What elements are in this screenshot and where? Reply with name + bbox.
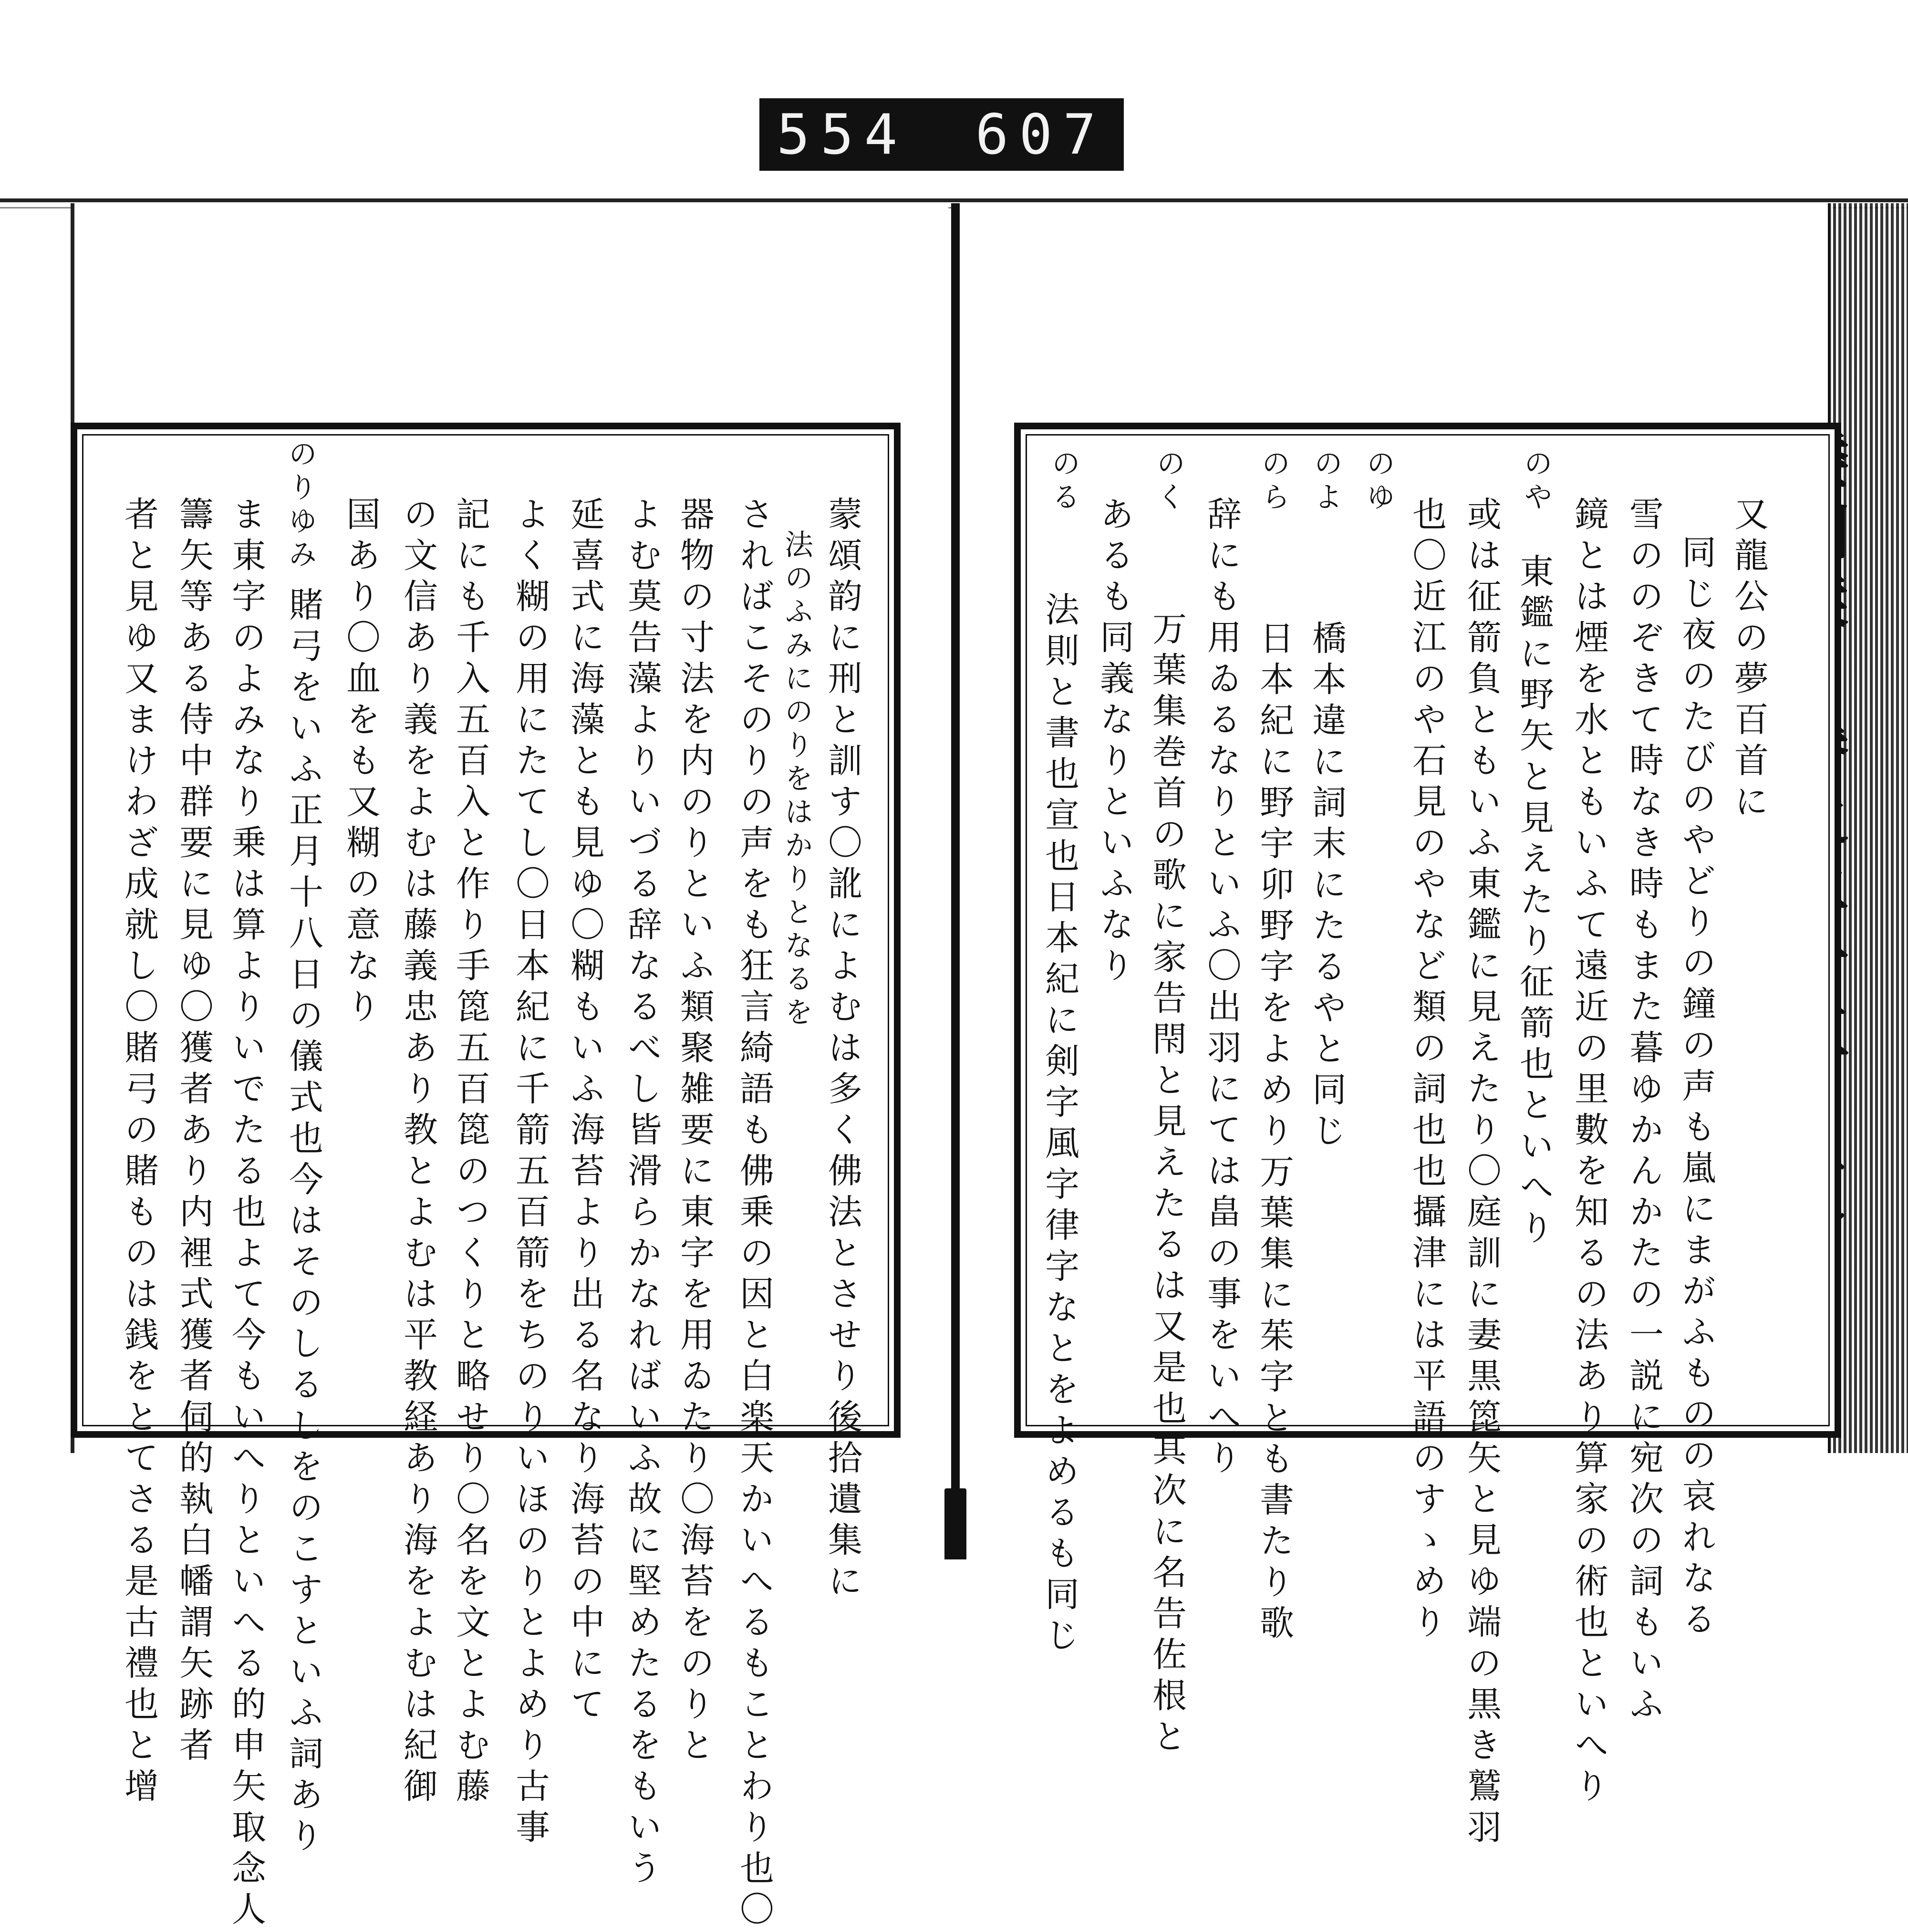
left-col-5: よむ莫告藻よりいづる辞なるべし皆滑らかなればいふ故に堅めたるをもいう: [622, 496, 662, 1891]
book-gutter: [951, 203, 960, 1558]
left-col-13: ま東字のよみなり乗は算よりいでたる也よて今もいへりといへる的申矢取念人: [226, 496, 266, 1932]
right-col-15-heading: のく: [1152, 448, 1185, 515]
left-col-3: さればこそのりの声をも狂言綺語も佛乗の因と白楽天かいへるもことわり也〇: [734, 496, 774, 1932]
right-col-9-heading: のゆ: [1362, 448, 1395, 515]
right-col-1: 又龍公の夢百首に: [1729, 496, 1769, 824]
right-col-13: 日本紀に野宇卯野字をよめり万葉集に茱字とも書たり歌: [1254, 620, 1294, 1646]
left-col-11-heading: のりゆみ: [284, 439, 317, 572]
right-col-17: あるも同義なりといふなり: [1094, 496, 1134, 988]
right-col-11: 橋本違に詞末にたるやと同じ: [1307, 620, 1347, 1153]
right-col-2: 同じ夜のたびのやどりの鐘の声も嵐にまがふものの哀れなる: [1676, 534, 1716, 1642]
right-col-19: 法則と書也宣也日本紀に剣字風字律字なとをよめるも同じ: [1039, 592, 1079, 1658]
right-col-16: 万葉集巻首の歌に家告閇と見えたるは又是也其次に名告佐根と: [1147, 611, 1187, 1759]
catalog-number-second: 607: [975, 102, 1107, 167]
left-col-9: の文信あり義をよむは藤義忠あり教とよむは平教経あり海をよむは紀御: [398, 496, 438, 1809]
left-col-1: 蒙頌韵に刑と訓す〇訛によむは多く佛法とさせり後拾遺集に: [822, 496, 862, 1604]
right-col-6: 東鑑に野矢と見えたり征箭也といへり: [1514, 553, 1554, 1251]
right-col-4: 鏡とは煙を水ともいふて遠近の里數を知るの法あり算家の術也といへり: [1569, 496, 1609, 1809]
right-col-10-heading: のよ: [1309, 448, 1343, 515]
left-col-6: 延喜式に海藻とも見ゆ〇糊もいふ海苔より出る名なり海苔の中にて: [565, 496, 605, 1727]
catalog-number-label: [759, 98, 1124, 171]
left-col-4: 器物の寸法を内のりといふ類聚雑要に東字を用ゐたり〇海苔をのりと: [674, 496, 715, 1768]
right-col-5-heading: のや: [1519, 448, 1553, 515]
left-col-10: 国あり〇血をも又糊の意なり: [341, 496, 381, 1029]
right-col-14: 辞にも用ゐるなりといふ〇出羽にては畠の事をいへり: [1202, 496, 1242, 1481]
left-col-8: 記にも千入五百入と作り手箆五百箆のつくりと略せり〇名を文とよむ藤: [450, 496, 490, 1809]
right-col-12-heading: のら: [1257, 448, 1290, 515]
right-col-8: 也〇近江のや石見のやなど類の詞也也攝津には平語のすゝめり: [1407, 496, 1447, 1645]
left-col-15: 者と見ゆ又まけわざ成就し〇賭弓の賭ものは銭をとてさる是古禮也と增: [119, 496, 159, 1809]
left-col-12: 賭弓をいふ正月十八日の儀式也今はそのしるしをのこすといふ詞あり: [283, 587, 323, 1859]
right-col-7: 或は征箭負ともいふ東鑑に見えたり〇庭訓に妻黒箆矢と見ゆ端の黒き鷲羽: [1462, 496, 1502, 1850]
gutter-binding-tip: [944, 1488, 966, 1559]
catalog-number-first: 554: [777, 102, 908, 167]
right-col-18-heading: のる: [1047, 448, 1080, 515]
left-col-14: 籌矢等ある侍中群要に見ゆ〇獲者あり内裡式獲者伺的執白幡謂矢跡者: [174, 496, 214, 1768]
right-col-3: 雪ののぞきて時なき時もまた暮ゆかんかたの一説に宛次の詞もいふ: [1624, 496, 1664, 1727]
left-col-2: 法のふみにのりをはかりとなるを: [780, 530, 813, 1030]
left-col-7: よく糊の用にたてし〇日本紀に千箭五百箭をちのりいほのりとよめり古事: [510, 496, 550, 1850]
